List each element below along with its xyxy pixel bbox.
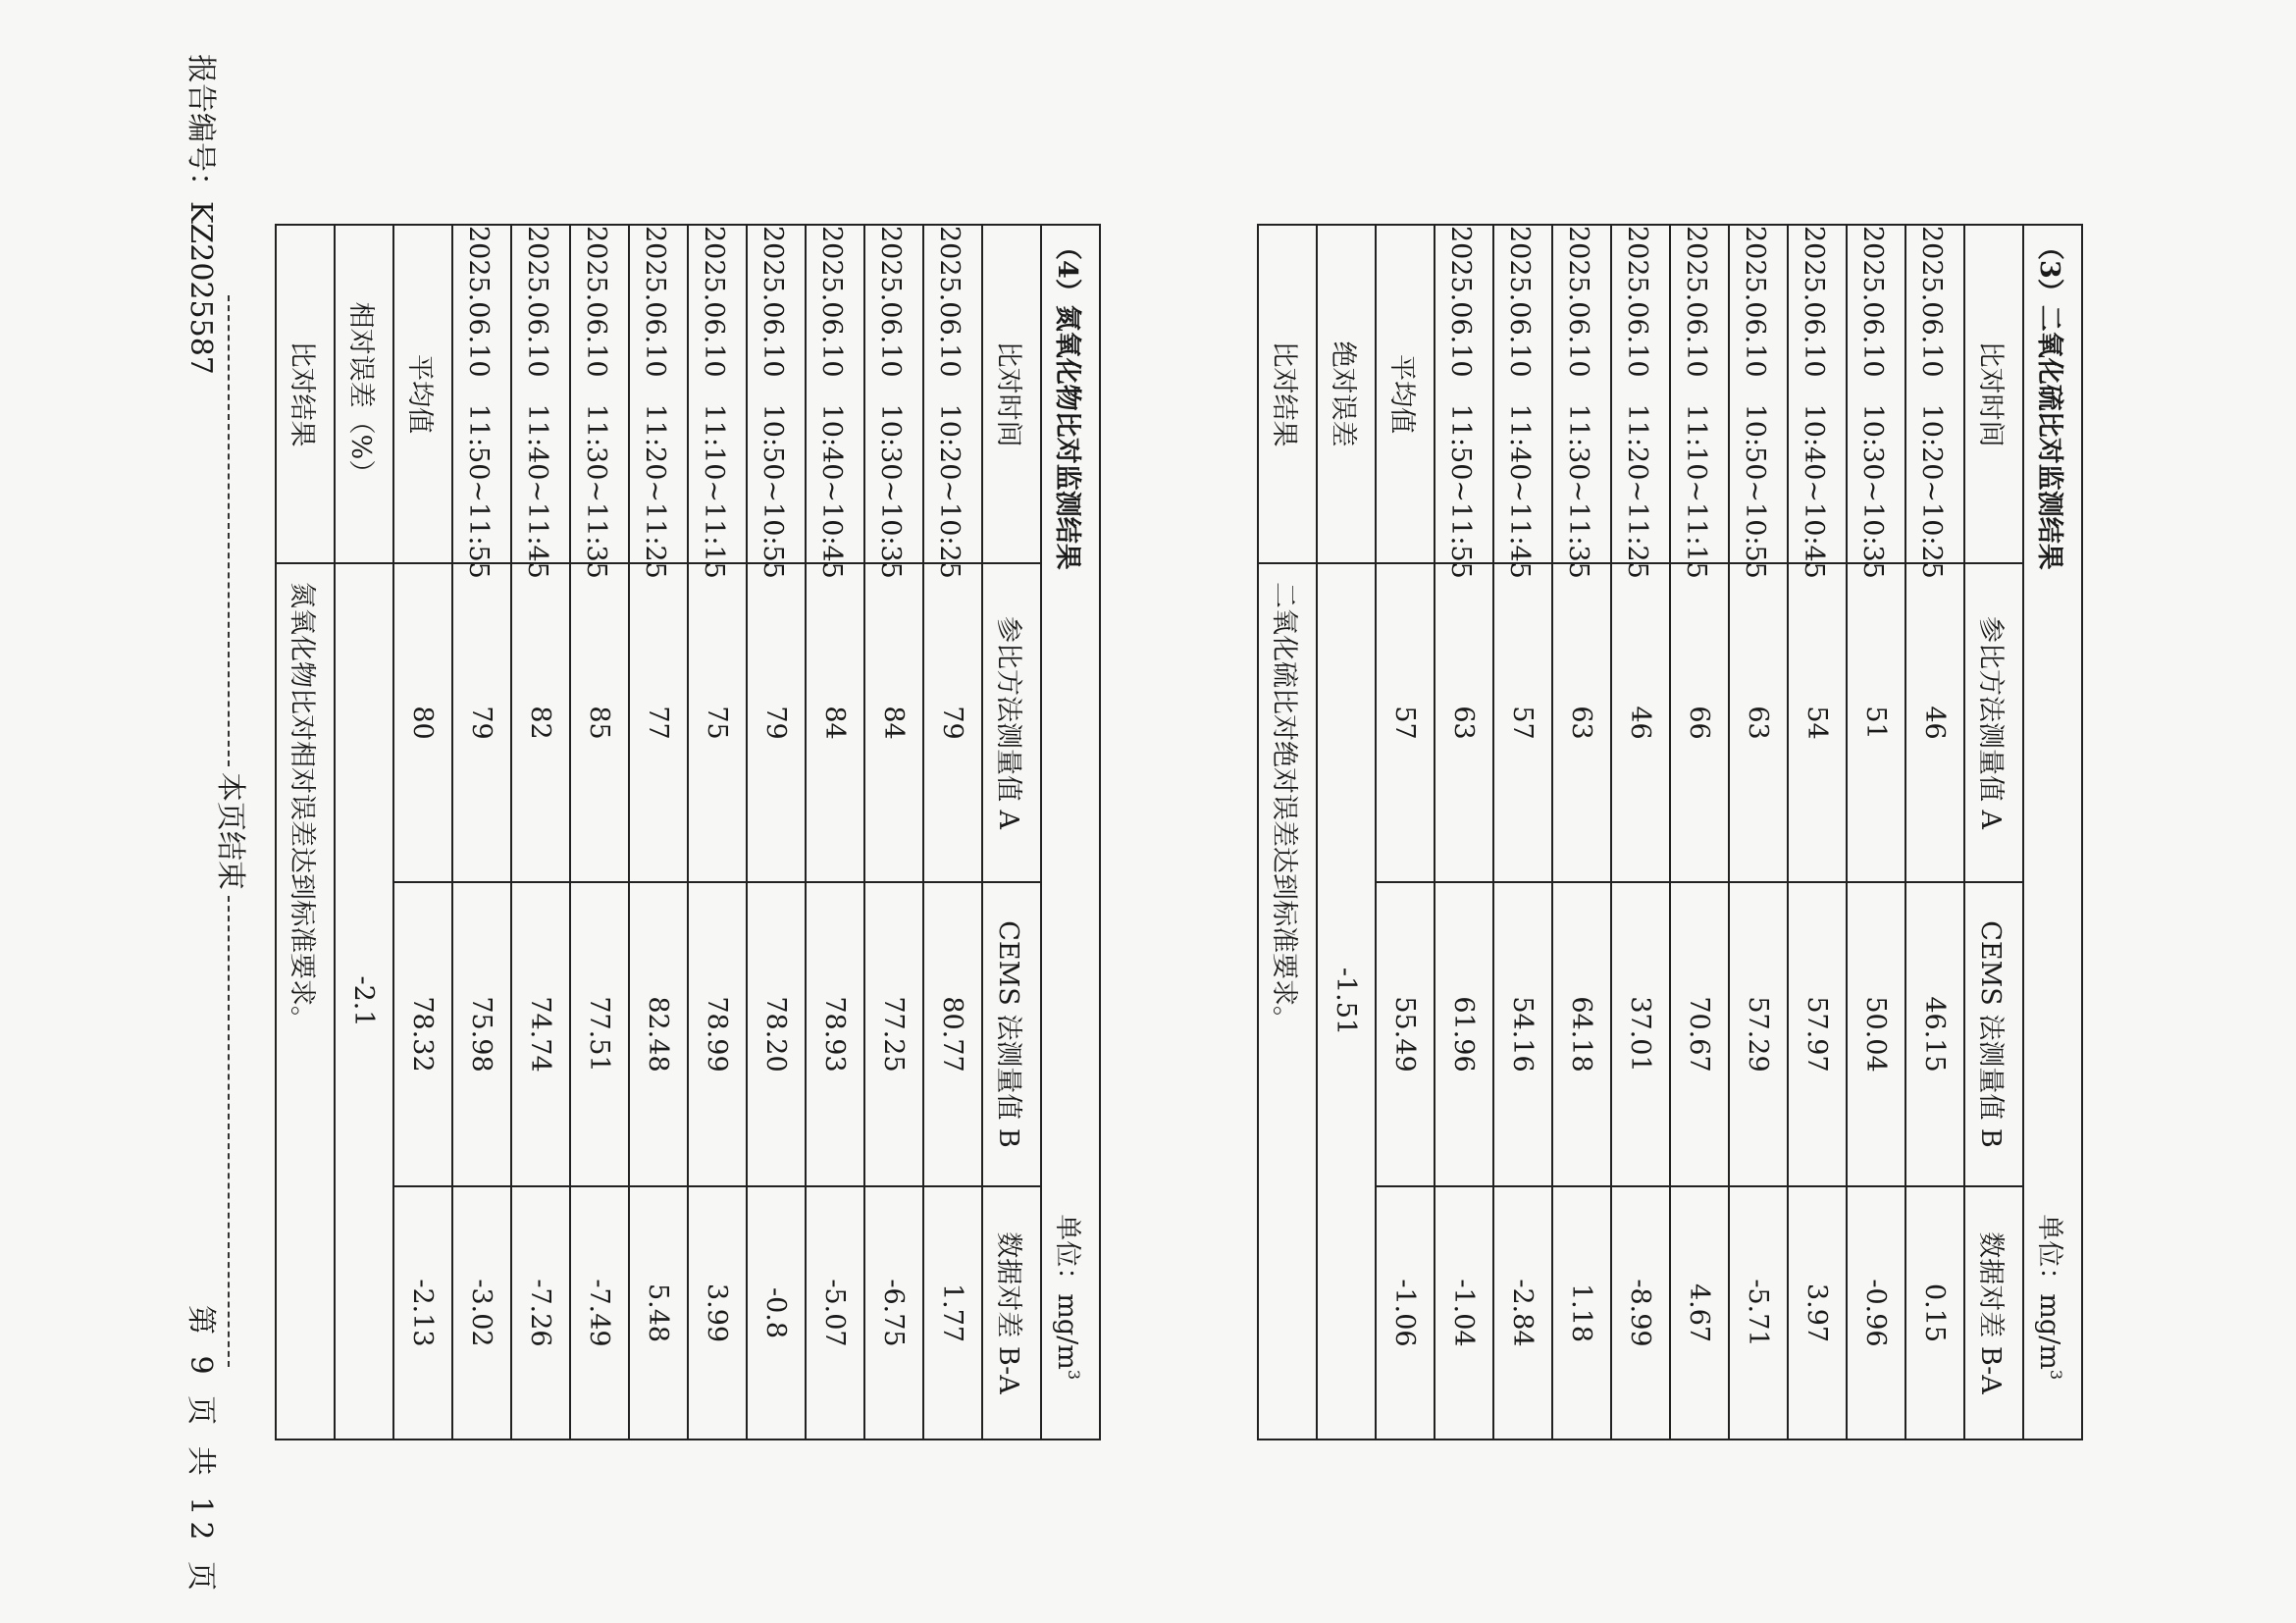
so2-abs-error-row [1317, 225, 1376, 1440]
nox-col-a: 参比方法测量值 A [982, 563, 1041, 882]
nox-cell-a: 77 [629, 563, 688, 882]
nox-cell-diff: -7.49 [570, 1186, 629, 1440]
nox-average-row [393, 225, 452, 1440]
nox-rel-err-label: 相对误差（%） [335, 225, 393, 563]
so2-cell-b: 57.97 [1788, 882, 1847, 1186]
so2-table-row [1729, 225, 1788, 1440]
so2-unit [2034, 1214, 2072, 1439]
so2-cell-b: 61.96 [1435, 882, 1493, 1186]
nox-results-table [275, 224, 1101, 1440]
nox-data-rows [452, 225, 982, 1440]
nox-cell-b: 78.93 [806, 882, 864, 1186]
so2-avg-diff: -1.06 [1376, 1186, 1435, 1440]
nox-cell-a: 84 [806, 563, 864, 882]
page-indicator: 第 9 页 共 12 页 [183, 1305, 218, 1597]
so2-cell-b: 37.01 [1611, 882, 1670, 1186]
nox-table-row [923, 225, 982, 1440]
nox-avg-b: 78.32 [393, 882, 452, 1186]
so2-table-row [1493, 225, 1552, 1440]
so2-cell-b: 46.15 [1905, 882, 1964, 1186]
page-end-text: 本页结束 [213, 772, 247, 890]
so2-cell-a: 66 [1670, 563, 1729, 882]
so2-cell-diff: 0.15 [1905, 1186, 1964, 1440]
nox-cell-b: 77.25 [864, 882, 923, 1186]
so2-cell-time: 2025.06.10 11:10~11:15 [1670, 225, 1729, 563]
so2-unit-text: 单位：mg/m [2034, 1214, 2065, 1370]
so2-cell-time: 2025.06.10 10:50~10:55 [1729, 225, 1788, 563]
so2-abs-err-value: -1.51 [1317, 563, 1376, 1440]
nox-unit-sup: 3 [1065, 1369, 1084, 1381]
nox-cell-time: 2025.06.10 11:20~11:25 [629, 225, 688, 563]
so2-cell-diff: 3.97 [1788, 1186, 1847, 1440]
nox-table-row [864, 225, 923, 1440]
nox-avg-diff: -2.13 [393, 1186, 452, 1440]
so2-data-rows [1435, 225, 1964, 1440]
so2-cell-time: 2025.06.10 10:40~10:45 [1788, 225, 1847, 563]
so2-cell-a: 46 [1611, 563, 1670, 882]
so2-table-row [1847, 225, 1905, 1440]
so2-cell-time: 2025.06.10 10:20~10:25 [1905, 225, 1964, 563]
nox-cell-a: 79 [747, 563, 806, 882]
so2-table-row [1552, 225, 1611, 1440]
nox-cell-b: 77.51 [570, 882, 629, 1186]
so2-unit-sup: 3 [2047, 1369, 2066, 1381]
so2-col-diff: 数据对差 B-A [1964, 1186, 2023, 1440]
so2-table-row [1670, 225, 1729, 1440]
so2-cell-time: 2025.06.10 11:20~11:25 [1611, 225, 1670, 563]
nox-col-diff: 数据对差 B-A [982, 1186, 1041, 1440]
nox-cell-b: 82.48 [629, 882, 688, 1186]
nox-table-row [806, 225, 864, 1440]
nox-table-row [570, 225, 629, 1440]
so2-abs-err-label: 绝对误差 [1317, 225, 1376, 563]
nox-cell-time: 2025.06.10 11:10~11:15 [688, 225, 747, 563]
nox-cell-diff: -6.75 [864, 1186, 923, 1440]
nox-result-text: 氮氧化物比对相对误差达到标准要求。 [276, 563, 335, 1440]
nox-unit [1052, 1214, 1090, 1439]
nox-header-row [982, 225, 1041, 1440]
nox-result-label: 比对结果 [276, 225, 335, 563]
nox-cell-b: 74.74 [511, 882, 570, 1186]
so2-table-row [1435, 225, 1493, 1440]
nox-cell-diff: -3.02 [452, 1186, 511, 1440]
so2-cell-diff: -5.71 [1729, 1186, 1788, 1440]
nox-cell-a: 75 [688, 563, 747, 882]
nox-avg-a: 80 [393, 563, 452, 882]
nox-result-row [276, 225, 335, 1440]
so2-table-row [1905, 225, 1964, 1440]
nox-cell-b: 75.98 [452, 882, 511, 1186]
nox-table-row [511, 225, 570, 1440]
so2-result-text: 二氧化硫比对绝对误差达到标准要求。 [1258, 563, 1317, 1440]
nox-cell-diff: -7.26 [511, 1186, 570, 1440]
nox-title-text: （4）氮氧化物比对监测结果 [1052, 234, 1083, 570]
so2-title-text: （3）二氧化硫比对监测结果 [2034, 234, 2065, 570]
so2-table-row [1788, 225, 1847, 1440]
nox-rel-err-value: -2.1 [335, 563, 393, 1440]
so2-section-title [2023, 225, 2082, 1440]
so2-table-row [1611, 225, 1670, 1440]
so2-col-a: 参比方法测量值 A [1964, 563, 2023, 882]
nox-title-row [1041, 225, 1100, 1440]
so2-cell-a: 54 [1788, 563, 1847, 882]
so2-average-row [1376, 225, 1435, 1440]
so2-cell-b: 64.18 [1552, 882, 1611, 1186]
nox-section-title [1041, 225, 1100, 1440]
nox-table-row [747, 225, 806, 1440]
nox-col-b: CEMS 法测量值 B [982, 882, 1041, 1186]
nox-cell-a: 79 [452, 563, 511, 882]
nox-unit-text: 单位：mg/m [1052, 1214, 1083, 1370]
nox-cell-a: 79 [923, 563, 982, 882]
nox-cell-diff: 5.48 [629, 1186, 688, 1440]
nox-cell-time: 2025.06.10 10:20~10:25 [923, 225, 982, 563]
so2-cell-diff: -2.84 [1493, 1186, 1552, 1440]
nox-cell-a: 85 [570, 563, 629, 882]
report-number: 报告编号：KZ2025587 [183, 54, 218, 375]
so2-cell-a: 51 [1847, 563, 1905, 882]
nox-avg-label: 平均值 [393, 225, 452, 563]
so2-cell-b: 50.04 [1847, 882, 1905, 1186]
nox-cell-time: 2025.06.10 11:30~11:35 [570, 225, 629, 563]
so2-cell-time: 2025.06.10 10:30~10:35 [1847, 225, 1905, 563]
dashed-rule-left [228, 295, 230, 766]
so2-results-table [1257, 224, 2083, 1440]
so2-col-time: 比对时间 [1964, 225, 2023, 563]
nox-cell-a: 82 [511, 563, 570, 882]
nox-cell-b: 78.20 [747, 882, 806, 1186]
so2-cell-diff: 4.67 [1670, 1186, 1729, 1440]
so2-cell-time: 2025.06.10 11:40~11:45 [1493, 225, 1552, 563]
so2-avg-b: 55.49 [1376, 882, 1435, 1186]
so2-cell-diff: 1.18 [1552, 1186, 1611, 1440]
nox-table-row [688, 225, 747, 1440]
so2-cell-a: 46 [1905, 563, 1964, 882]
nox-cell-time: 2025.06.10 11:50~11:55 [452, 225, 511, 563]
nox-cell-time: 2025.06.10 10:30~10:35 [864, 225, 923, 563]
nox-cell-b: 78.99 [688, 882, 747, 1186]
so2-cell-b: 54.16 [1493, 882, 1552, 1186]
nox-cell-time: 2025.06.10 11:40~11:45 [511, 225, 570, 563]
nox-table-row [452, 225, 511, 1440]
so2-cell-diff: -0.96 [1847, 1186, 1905, 1440]
so2-cell-a: 63 [1729, 563, 1788, 882]
nox-rel-error-row [335, 225, 393, 1440]
nox-cell-time: 2025.06.10 10:50~10:55 [747, 225, 806, 563]
so2-result-row [1258, 225, 1317, 1440]
nox-cell-b: 80.77 [923, 882, 982, 1186]
nox-cell-diff: 1.77 [923, 1186, 982, 1440]
so2-title-row [2023, 225, 2082, 1440]
nox-table-row [629, 225, 688, 1440]
so2-col-b: CEMS 法测量值 B [1964, 882, 2023, 1186]
so2-result-label: 比对结果 [1258, 225, 1317, 563]
so2-cell-b: 70.67 [1670, 882, 1729, 1186]
so2-cell-diff: -8.99 [1611, 1186, 1670, 1440]
so2-avg-a: 57 [1376, 563, 1435, 882]
so2-cell-diff: -1.04 [1435, 1186, 1493, 1440]
page-end-marker [212, 224, 255, 1439]
nox-cell-diff: -0.8 [747, 1186, 806, 1440]
nox-col-time: 比对时间 [982, 225, 1041, 563]
so2-cell-a: 63 [1435, 563, 1493, 882]
so2-cell-b: 57.29 [1729, 882, 1788, 1186]
so2-cell-time: 2025.06.10 11:50~11:55 [1435, 225, 1493, 563]
so2-cell-a: 63 [1552, 563, 1611, 882]
dashed-rule-right [228, 896, 230, 1367]
nox-cell-a: 84 [864, 563, 923, 882]
nox-cell-diff: -5.07 [806, 1186, 864, 1440]
so2-header-row [1964, 225, 2023, 1440]
so2-cell-a: 57 [1493, 563, 1552, 882]
so2-cell-time: 2025.06.10 11:30~11:35 [1552, 225, 1611, 563]
nox-cell-diff: 3.99 [688, 1186, 747, 1440]
nox-cell-time: 2025.06.10 10:40~10:45 [806, 225, 864, 563]
so2-avg-label: 平均值 [1376, 225, 1435, 563]
